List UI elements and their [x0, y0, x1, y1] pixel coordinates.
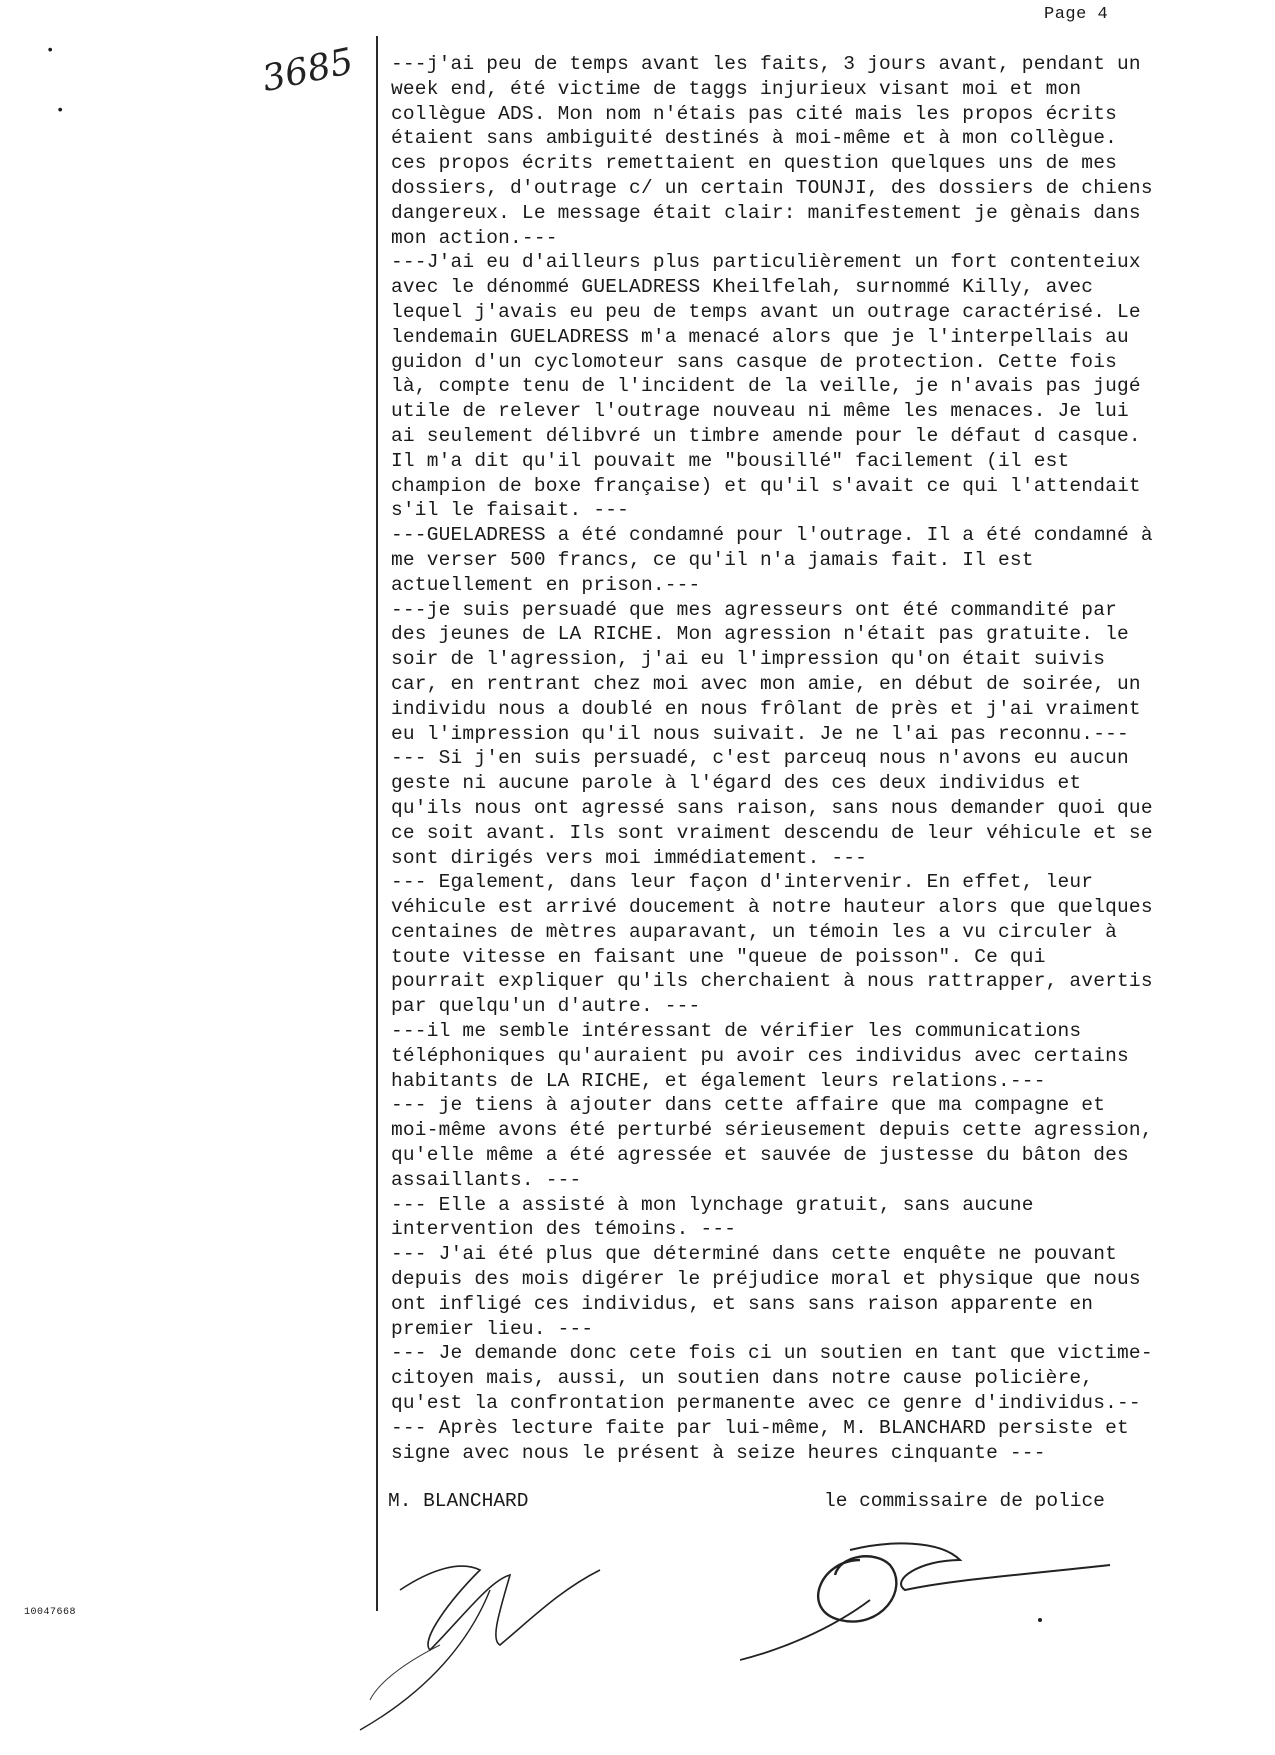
- statement-line: --- Après lecture faite par lui-même, M. BLANCHARD persiste et: [391, 1416, 1129, 1439]
- statement-line: actuellement en prison.---: [391, 573, 701, 596]
- statement-line: eu l'impression qu'il nous suivait. Je ne l'ai pas reconnu.---: [391, 722, 1129, 745]
- statement-line: individu nous a doublé en nous frôlant de près et j'ai vraiment: [391, 697, 1141, 720]
- statement-line: mon action.---: [391, 226, 558, 249]
- statement-line: geste ni aucune parole à l'égard des ces deux individus et: [391, 772, 1082, 795]
- statement-line: --- Si j'en suis persuadé, c'est parceuq nous n'avons eu aucun: [391, 747, 1129, 770]
- statement-line: habitants de LA RICHE, et également leurs relations.---: [391, 1069, 1046, 1092]
- statement-line: --- Egalement, dans leur façon d'intervenir. En effet, leur: [391, 871, 1094, 894]
- statement-line: soir de l'agression, j'ai eu l'impression qu'on était suivis: [391, 648, 1106, 671]
- statement-line: collègue ADS. Mon nom n'étais pas cité mais les propos écrits: [391, 102, 1118, 125]
- statement-line: citoyen mais, aussi, un soutien dans notre cause policière,: [391, 1367, 1094, 1390]
- statement-line: depuis des mois digérer le préjudice moral et physique que nous: [391, 1268, 1141, 1291]
- statement-line: utile de relever l'outrage nouveau ni même les menaces. Je lui: [391, 400, 1129, 423]
- statement-line: lequel j'avais eu peu de temps avant un outrage caractérisé. Le: [391, 300, 1141, 323]
- statement-line: ces propos écrits remettaient en question quelques uns de mes: [391, 152, 1118, 175]
- statement-line: pourrait expliquer qu'ils cherchaient à nous rattrapper, avertis: [391, 970, 1153, 993]
- statement-line: s'il le faisait. ---: [391, 499, 630, 522]
- statement-line: véhicule est arrivé doucement à notre hauteur alors que quelques: [391, 896, 1153, 919]
- statement-line: ---GUELADRESS a été condamné pour l'outrage. Il a été condamné à: [391, 524, 1153, 547]
- page-number: Page 4: [1044, 5, 1109, 24]
- document-id: 10047668: [24, 1607, 77, 1618]
- statement-line: étaient sans ambiguité destinés à moi-même et à mon collègue.: [391, 127, 1118, 150]
- statement-line: ---j'ai peu de temps avant les faits, 3 jours avant, pendant un: [391, 53, 1141, 75]
- statement-line: me verser 500 francs, ce qu'il n'a jamais fait. Il est: [391, 548, 1034, 571]
- statement-line: par quelqu'un d'autre. ---: [391, 995, 701, 1018]
- statement-line: téléphoniques qu'auraient pu avoir ces individus avec certains: [391, 1044, 1129, 1067]
- statement-line: assaillants. ---: [391, 1168, 582, 1191]
- statement-line: car, en rentrant chez moi avec mon amie, en début de soirée, un: [391, 672, 1141, 695]
- statement-line: toute vitesse en faisant une "queue de poisson". Ce qui: [391, 945, 1046, 968]
- signatory-name: M. BLANCHARD: [388, 1490, 529, 1512]
- statement-line: signe avec nous le présent à seize heures cinquante ---: [391, 1441, 1046, 1464]
- statement-line: moi-même avons été perturbé sérieusement depuis cette agression,: [391, 1119, 1153, 1142]
- statement-line: week end, été victime de taggs injurieux visant moi et mon: [391, 77, 1082, 100]
- statement-line: premier lieu. ---: [391, 1317, 594, 1340]
- handwritten-reference-number: 3685: [258, 40, 357, 101]
- signature-labels: [388, 1490, 1223, 1518]
- margin-mark: •: [56, 103, 65, 119]
- statement-line: --- Je demande donc cete fois ci un soutien en tant que victime-: [391, 1342, 1153, 1365]
- statement-line: qu'elle même a été agressée et sauvée de justesse du bâton des: [391, 1144, 1129, 1167]
- statement-line: intervention des témoins. ---: [391, 1218, 737, 1241]
- statement-line: avec le dénommé GUELADRESS Kheilfelah, surnommé Killy, avec: [391, 276, 1094, 299]
- statement-line: sont dirigés vers moi immédiatement. ---: [391, 846, 868, 869]
- statement-line: Il m'a dit qu'il pouvait me "bousillé" facilement (il est: [391, 449, 1070, 472]
- margin-rule: [376, 36, 378, 1611]
- statement-line: ---je suis persuadé que mes agresseurs ont été commandité par: [391, 598, 1118, 621]
- statement-line: ce soit avant. Ils sont vraiment descendu de leur véhicule et se: [391, 821, 1153, 844]
- statement-line: là, compte tenu de l'incident de la veille, je n'avais pas jugé: [391, 375, 1141, 398]
- signature-commissaire: [740, 1520, 1120, 1670]
- statement-line: qu'est la confrontation permanente avec ce genre d'individus.--: [391, 1392, 1141, 1415]
- statement-line: ai seulement délibvré un timbre amende pour le défaut d casque.: [391, 424, 1141, 447]
- statement-line: centaines de mètres auparavant, un témoin les a vu circuler à: [391, 920, 1118, 943]
- statement-body: [391, 52, 1217, 1465]
- statement-line: guidon d'un cyclomoteur sans casque de protection. Cette fois: [391, 350, 1118, 373]
- margin-mark: •: [46, 43, 55, 59]
- signature-blanchard: [340, 1530, 640, 1740]
- statement-line: ont infligé ces individus, et sans sans raison apparente en: [391, 1292, 1094, 1315]
- statement-line: champion de boxe française) et qu'il s'avait ce qui l'attendait: [391, 474, 1141, 497]
- statement-line: qu'ils nous ont agressé sans raison, sans nous demander quoi que: [391, 796, 1153, 819]
- statement-line: dossiers, d'outrage c/ un certain TOUNJI, des dossiers de chiens: [391, 176, 1153, 199]
- statement-line: ---il me semble intéressant de vérifier les communications: [391, 1020, 1082, 1043]
- officer-title: le commissaire de police: [824, 1490, 1105, 1512]
- statement-line: --- je tiens à ajouter dans cette affaire que ma compagne et: [391, 1094, 1106, 1117]
- statement-line: --- Elle a assisté à mon lynchage gratuit, sans aucune: [391, 1193, 1034, 1216]
- statement-line: des jeunes de LA RICHE. Mon agression n'était pas gratuite. le: [391, 623, 1129, 646]
- statement-line: lendemain GUELADRESS m'a menacé alors que je l'interpellais au: [391, 325, 1129, 348]
- statement-line: ---J'ai eu d'ailleurs plus particulièrement un fort contenteiux: [391, 251, 1141, 274]
- statement-line: dangereux. Le message était clair: manifestement je gènais dans: [391, 201, 1141, 224]
- statement-line: --- J'ai été plus que déterminé dans cette enquête ne pouvant: [391, 1243, 1118, 1266]
